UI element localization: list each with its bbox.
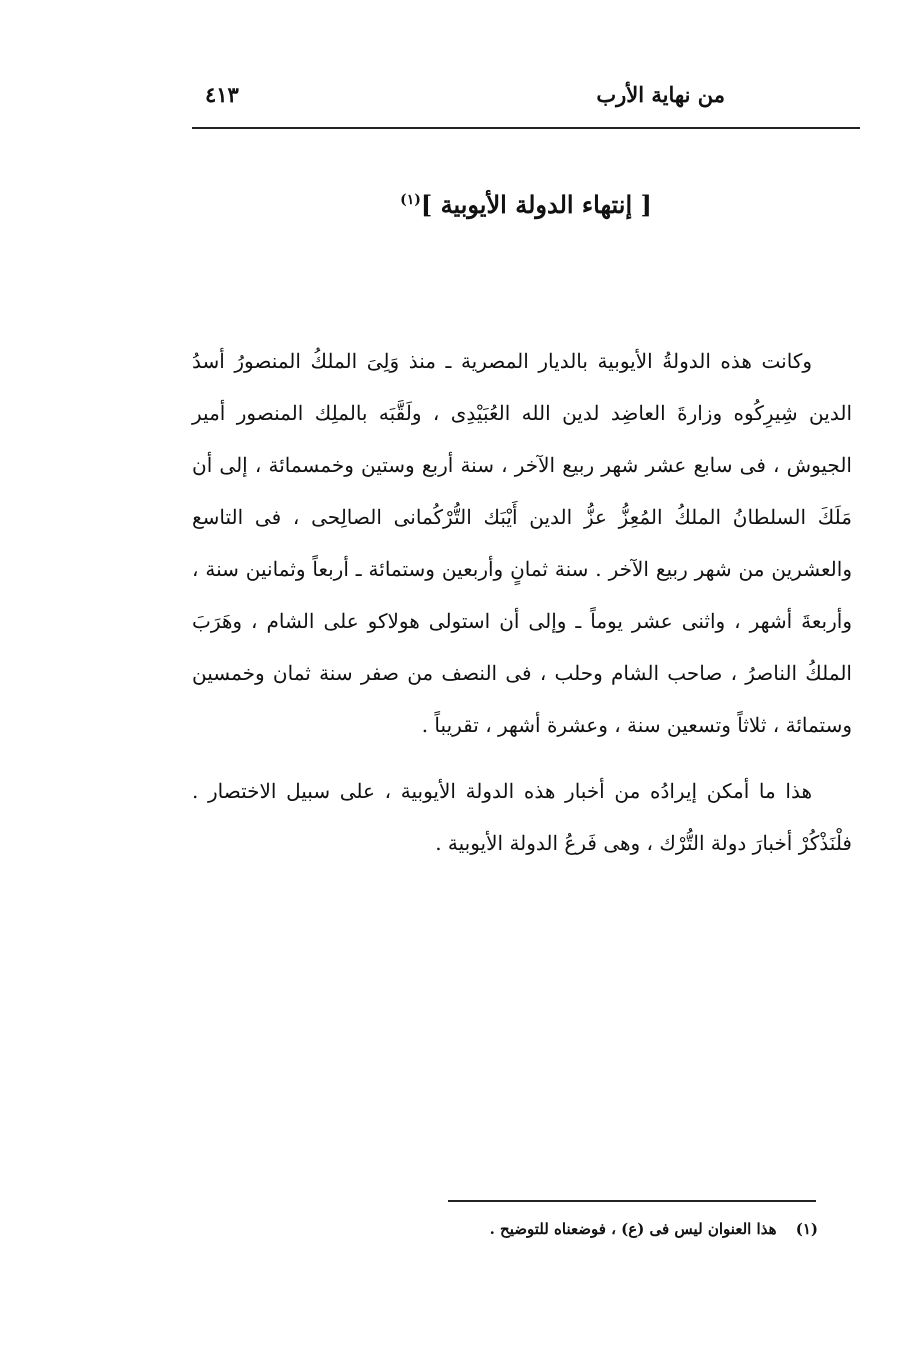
chapter-title: [ إنتهاء الدولة الأيوبية ]	[420, 190, 652, 219]
chapter-footnote-ref: (١)	[400, 192, 421, 208]
paragraph: وكانت هذه الدولةُ الأيوبية بالديار المصرية ـ منذ وَلِىَ الملكُ المنصورُ أسدُ الدين شِيرِكُوه وزارةَ العاضِد لدين الله العُبَيْدِى ، ولَقَّبَه بالملِك المنصور أمير الجيوش ، فى سابع عشر شهر ربيع الآخر ، سنة أربع وستين وخمسمائة ، إلى أن مَلَكَ السلطانُ الملكُ المُعِزُّ عزُّ الدين أَيْبَك التُّرْكُمانى الصالِحى ، فى التاسع والعشرين من شهر ربيع الآخر . سنة ثمانٍ وأربعين وستمائة ـ أربعاً وثمانين سنة ، وأربعةَ أشهر ، واثنى عشر يوماً ـ وإلى أن استولى هولاكو على الشام ، وهَرَبَ الملكُ الناصرُ ، صاحب الشام وحلب ، فى النصف من صفر سنة ثمان وخمسين وستمائة ، ثلاثاً وتسعين سنة ، وعشرة أشهر ، تقريباً .	[192, 349, 853, 737]
footnote-rule	[448, 1200, 816, 1202]
footnote-marker: (١)	[795, 1220, 818, 1238]
footnote-text: هذا العنوان ليس فى (ع) ، فوضعناه للتوضيح .	[489, 1220, 777, 1238]
page-number: ٤١٣	[205, 82, 239, 107]
header-rule	[192, 127, 860, 129]
running-header	[195, 82, 860, 118]
paragraph: هذا ما أمكن إيرادُه من أخبار هذه الدولة الأيوبية ، على سبيل الاختصار . فلْنَذْكُرْ أخبارَ دولة التُّرْك ، وهى فَرعُ الدولة الأيوبية .	[192, 779, 852, 855]
chapter-heading	[192, 190, 860, 219]
footnote	[448, 1220, 818, 1238]
running-title: من نهاية الأرب	[596, 82, 725, 107]
body-text	[192, 335, 852, 869]
